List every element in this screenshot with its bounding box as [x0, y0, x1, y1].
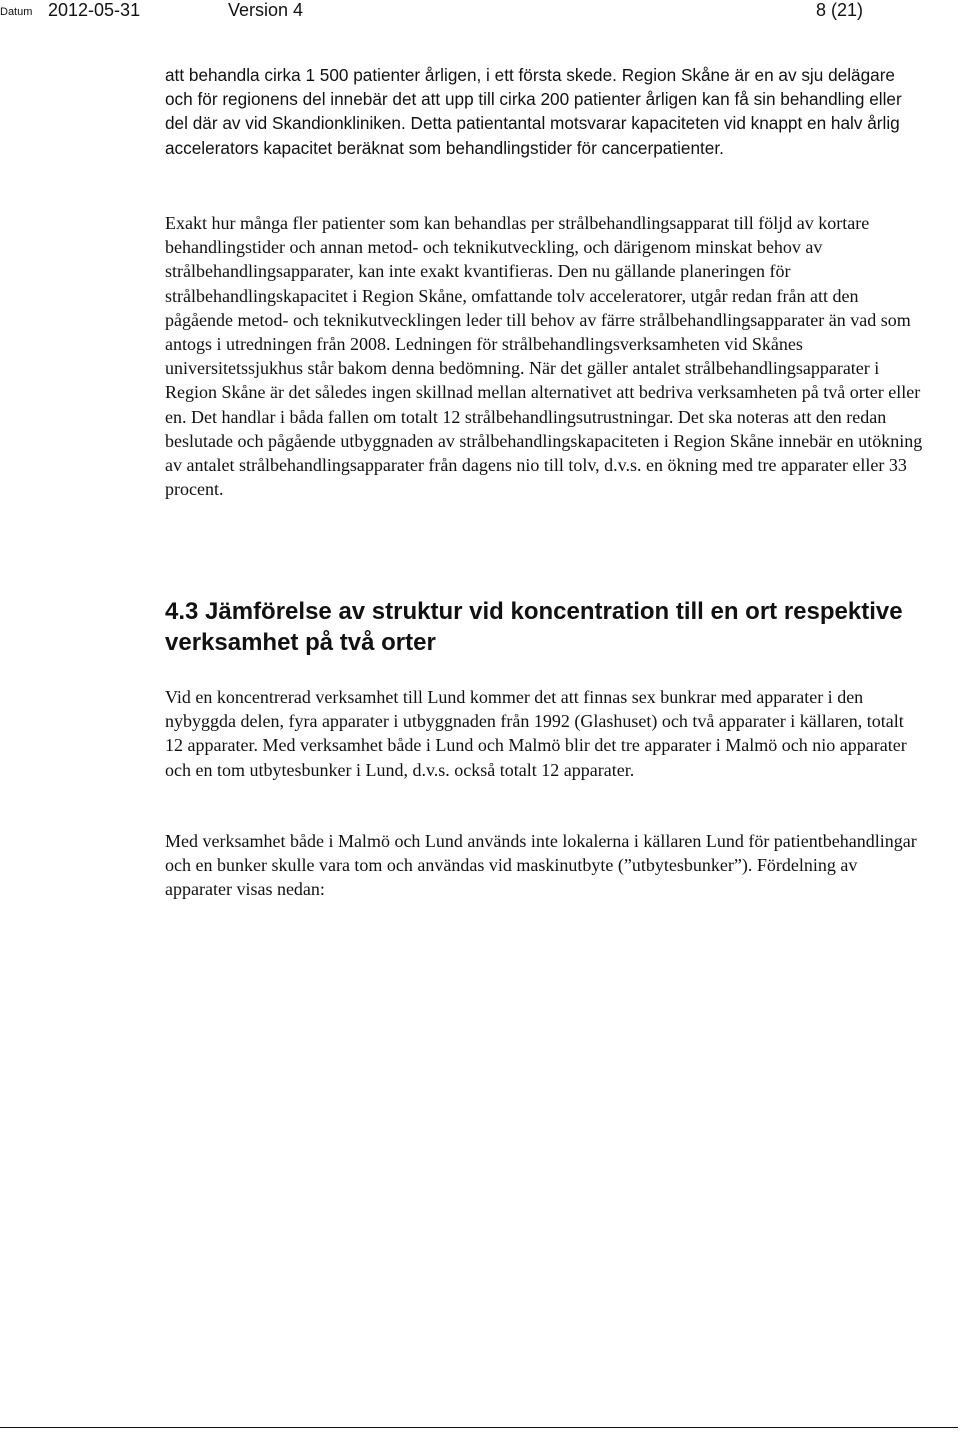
paragraph-capacity: Exakt hur många fler patienter som kan behandlas per strålbehandlingsapparat till följd av kortare behandlingstider och annan metod- och teknikutveckling, och därigenom minskat behov av strålbehandlingsapparater, kan inte exakt kvantifieras. Den nu gällande planeringen för strålbehandlingskapacitet i Region Skåne, omfattande tolv acceleratorer, utgår redan från att den pågående metod- och teknikutvecklingen leder till behov av färre strålbehandlingsapparater än vad som antogs i utredningen från 2008. Ledningen för strålbehandlingsverksamheten vid Skånes universitetssjukhus står bakom denna bedömning. När det gäller antalet strålbehandlingsapparater i Region Skåne är det således ingen skillnad mellan alternativet att bedriva verksamheten på två orter eller en. Det handlar i båda fallen om totalt 12 strålbehandlingsutrustningar. Det ska noteras att den redan beslutade och pågående utbyggnaden av strålbehandlingskapaciteten i Region Skåne innebär en utökning av antalet strålbehandlingsapparater från dagens nio till tolv, d.v.s. en ökning med tre apparater eller 33 procent. [165, 213, 923, 500]
date-label: Datum [0, 6, 33, 18]
footer-divider [0, 1427, 958, 1428]
paragraph-two-sites: Med verksamhet både i Malmö och Lund används inte lokalerna i källaren Lund för patientbehandlingar och en bunker skulle vara tom och användas vid maskinutbyte (”utbytesbunker”). Fördelning av apparater visas nedan: [165, 831, 917, 900]
page-header [0, 0, 960, 24]
document-date: 2012-05-31 [48, 0, 141, 20]
paragraph-concentration-lund: Vid en koncentrerad verksamhet till Lund kommer det att finnas sex bunkrar med apparater i den nybyggda delen, fyra apparater i utbyggnaden från 1992 (Glashuset) och två apparater i källaren, totalt 12 apparater. Med verksamhet både i Lund och Malmö blir det tre apparater i Malmö och nio apparater och en tom utbytesbunker i Lund, d.v.s. också totalt 12 apparater. [165, 687, 907, 780]
paragraph-text: att behandla cirka 1 500 patienter årligen, i ett första skede. Region Skåne är en av sju delägare och för regionens del innebär det att upp till cirka 200 patienter årligen kan få sin behandling eller del där av vid Skandionkliniken. Detta patientantal motsvarar kapaciteten vid knappt en halv årlig accelerators kapacitet beräknat som behandlingstider för cancerpatienter. [165, 65, 902, 158]
paragraph-skandionkliniken [165, 63, 925, 160]
page-number: 8 (21) [816, 0, 864, 20]
section-heading: 4.3 Jämförelse av struktur vid koncentration till en ort respektive verksamhet på två orter [165, 598, 903, 656]
document-version: Version 4 [228, 0, 304, 20]
